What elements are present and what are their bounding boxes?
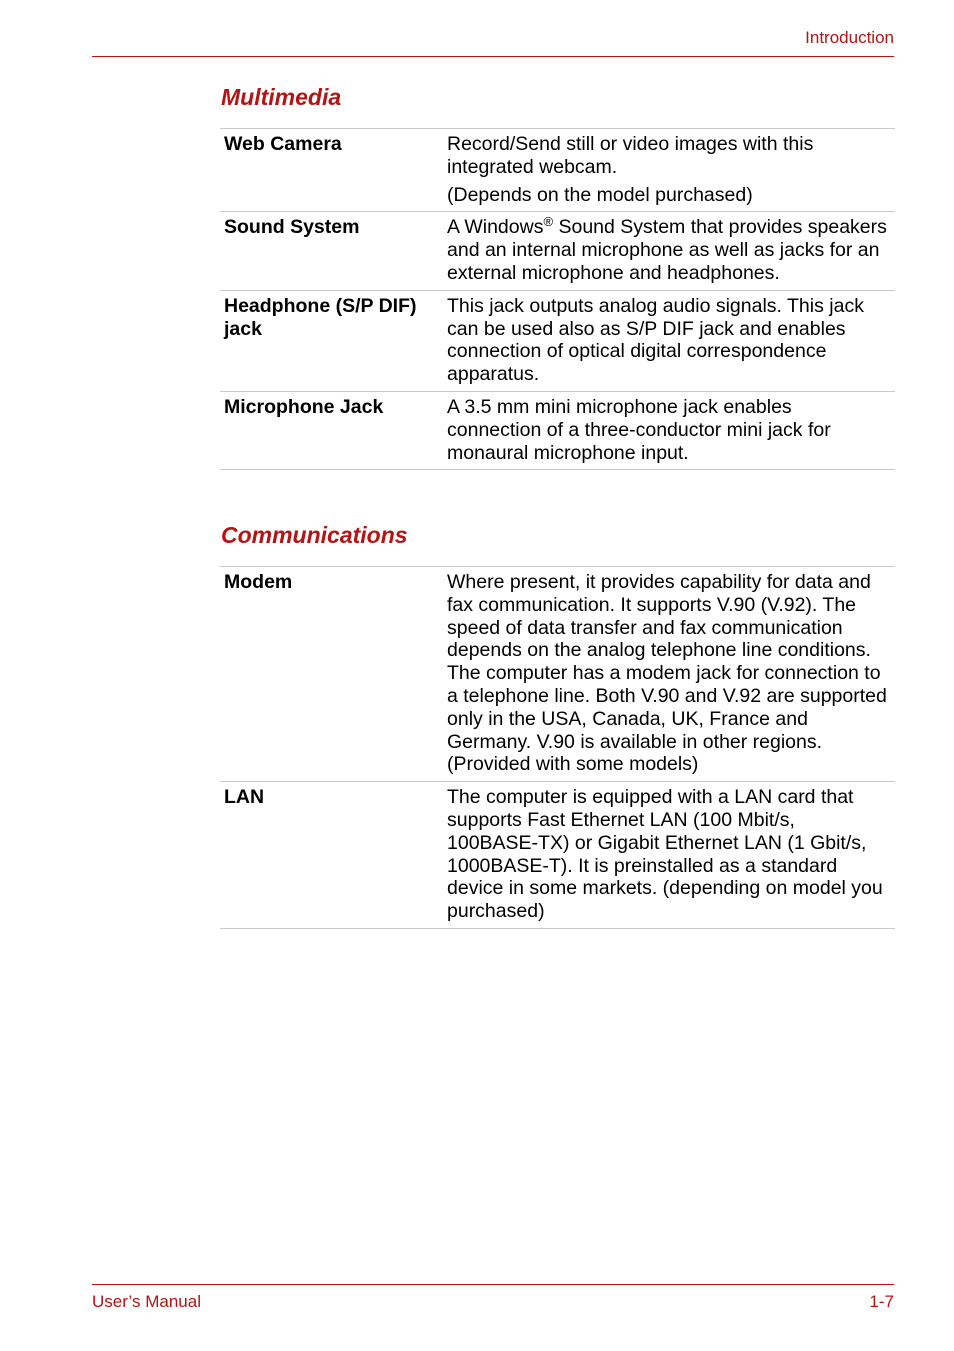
spec-text: The computer is equipped with a LAN card that supports Fast Ethernet LAN (100 Mbit/s, 100BASE-TX) or Gigabit Ethernet LAN (1 Gbit/s, 1000BASE-T). It is preinstalled as a standard device in some markets. (depending on model you purchased) (447, 786, 883, 923)
multimedia-table (220, 128, 895, 470)
spec-text: Where present, it provides capability for data and fax communication. It supports V.90 (V.92). The speed of data transfer and fax communication depends on the analog telephone line conditions. The computer has a modem jack for connection to a telephone line. Both V.90 and V.92 are supported only in the USA, Canada, UK, France and Germany. V.90 is available in other regions. (Provided with some models) (447, 571, 887, 776)
spec-term: Sound System (220, 212, 443, 290)
spec-text (447, 216, 891, 284)
section-title-communications: Communications (221, 522, 408, 548)
table-row (220, 567, 895, 782)
spec-description (443, 391, 895, 469)
table-row (220, 290, 895, 391)
spec-note: (Depends on the model purchased) (447, 183, 753, 206)
spec-description (443, 782, 895, 929)
section-title-multimedia: Multimedia (221, 84, 342, 110)
manual-title: User’s Manual (92, 1292, 201, 1311)
page-number: 1-7 (869, 1292, 894, 1311)
spec-term: Headphone (S/P DIF) jack (220, 290, 443, 391)
spec-term: Web Camera (220, 129, 443, 212)
spec-text: Record/Send still or video images with this integrated webcam. (447, 133, 814, 178)
spec-text-part: A Windows (447, 216, 544, 239)
spec-text: This jack outputs analog audio signals. This jack can be used also as S/P DIF jack and enables connection of optical digital correspondence apparatus. (447, 294, 864, 386)
page-footer (92, 1284, 894, 1311)
spec-description (443, 567, 895, 782)
table-row (220, 129, 895, 212)
communications-table (220, 566, 895, 929)
spec-text: A 3.5 mm mini microphone jack enables connection of a three-conductor mini jack for monaural microphone input. (447, 395, 831, 464)
spec-description (443, 212, 895, 290)
spec-term: LAN (220, 782, 443, 929)
table-row (220, 782, 895, 929)
page-header (92, 26, 894, 57)
chapter-title: Introduction (805, 28, 894, 47)
spec-term: Modem (220, 567, 443, 782)
registered-mark: ® (543, 214, 554, 230)
spec-description (443, 129, 895, 212)
spec-term: Microphone Jack (220, 391, 443, 469)
table-row (220, 212, 895, 290)
table-row (220, 391, 895, 469)
spec-text-part: Sound System that provides speakers and an internal microphone as well as jacks for an external microphone and headphones. (447, 216, 887, 284)
spec-description (443, 290, 895, 391)
